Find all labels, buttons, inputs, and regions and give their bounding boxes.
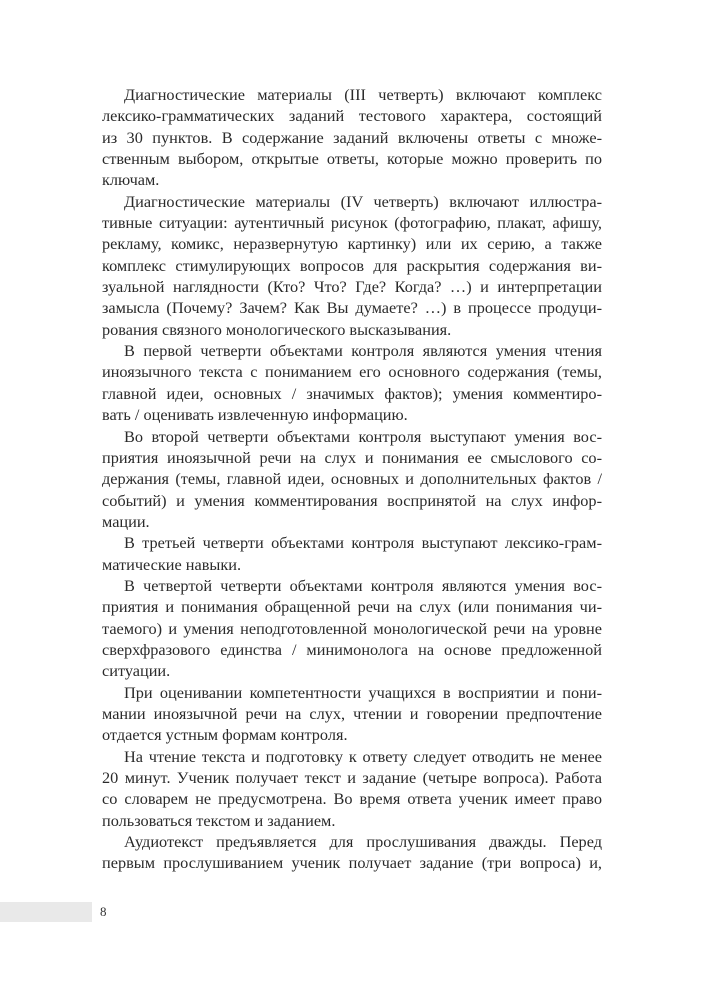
paragraph [102,746,602,831]
paragraph [102,426,602,533]
text-line: рования связного монологического высказывания. [102,319,452,339]
text-line: держания (темы, главной идеи, основных и дополнительных фактов / [102,469,602,489]
text-line: зуальной наглядности (Кто? Что? Где? Когда? …) и интерпретации [102,277,602,297]
text-line: приятия и понимания обращенной речи на слух (или понимания чи- [102,597,602,617]
text-line: отдается устным формам контроля. [102,725,348,745]
text-line: ситуации. [102,661,171,681]
text-line: На чтение текста и подготовку к ответу следует отводить не менее [124,746,602,766]
text-line: 20 минут. Ученик получает текст и задание (четыре вопроса). Работа [102,768,602,787]
text-line: замысла (Почему? Зачем? Как Вы думаете? …) в процессе продуци- [102,298,602,318]
text-line: лексико-грамматических заданий тестового характера, состоящий [102,106,602,126]
text-line: вать / оценивать извлеченную информацию. [102,405,408,425]
text-line: ственным выбором, открытые ответы, которые можно проверить по [102,149,602,169]
text-line: событий) и умения комментирования воспринятой на слух инфор- [102,490,602,510]
text-line: со словарем не предусмотрена. Во время ответа ученик имеет право [102,789,602,809]
text-line: В третьей четверти объектами контроля выступают лексико-грам- [124,533,602,553]
text-line: Во второй четверти объектами контроля выступают умения вос- [124,426,602,446]
footer-bar [0,902,92,922]
paragraph [102,191,602,340]
text-line: мании иноязычной речи на слух, чтении и говорении предпочтение [102,703,602,723]
paragraph [102,532,602,575]
text-line: В первой четверти объектами контроля являются умения чтения [124,341,602,361]
text-line: комплекс стимулирующих вопросов для раскрытия содержания ви- [102,255,602,275]
paragraph [102,340,602,425]
paragraph [102,682,602,746]
text-line: главной идеи, основных / значимых фактов); умения комментиро- [102,383,602,403]
text-line: Диагностические материалы (III четверть) включают комплекс [124,85,602,104]
text-line: пользоваться текстом и заданием. [102,810,336,830]
text-line: матические навыки. [102,554,242,574]
paragraph [102,831,602,874]
text-line: Аудиотекст предъявляется для прослушивания дважды. Перед [124,832,602,852]
paragraph [102,575,602,682]
text-line: иноязычного текста с пониманием его основного содержания (темы, [102,362,602,382]
text-line: сверхфразового единства / минимонолога на основе предложенной [102,639,602,659]
text-line: первым прослушиванием ученик получает задание (три вопроса) и, [102,853,602,873]
text-line: При оценивании компетентности учащихся в восприятии и пони- [124,682,602,702]
text-line: ключам. [102,170,160,190]
page-number: 8 [100,904,107,919]
text-line: рекламу, комикс, неразвернутую картинку) или их серию, а также [102,234,602,254]
text-line: тивные ситуации: аутентичный рисунок (фотографию, плакат, афишу, [102,213,602,233]
paragraph [102,84,602,191]
text-line: таемого) и умения неподготовленной монологической речи на уровне [102,618,602,638]
text-line: мации. [102,511,150,531]
body-text [102,84,602,874]
text-line: приятия иноязычной речи на слух и понимания ее смыслового со- [102,447,602,467]
text-line: из 30 пунктов. В содержание заданий включены ответы с множе- [102,127,602,147]
text-line: В четвертой четверти объектами контроля являются умения вос- [124,575,602,595]
text-line: Диагностические материалы (IV четверть) включают иллюстра- [124,191,602,211]
